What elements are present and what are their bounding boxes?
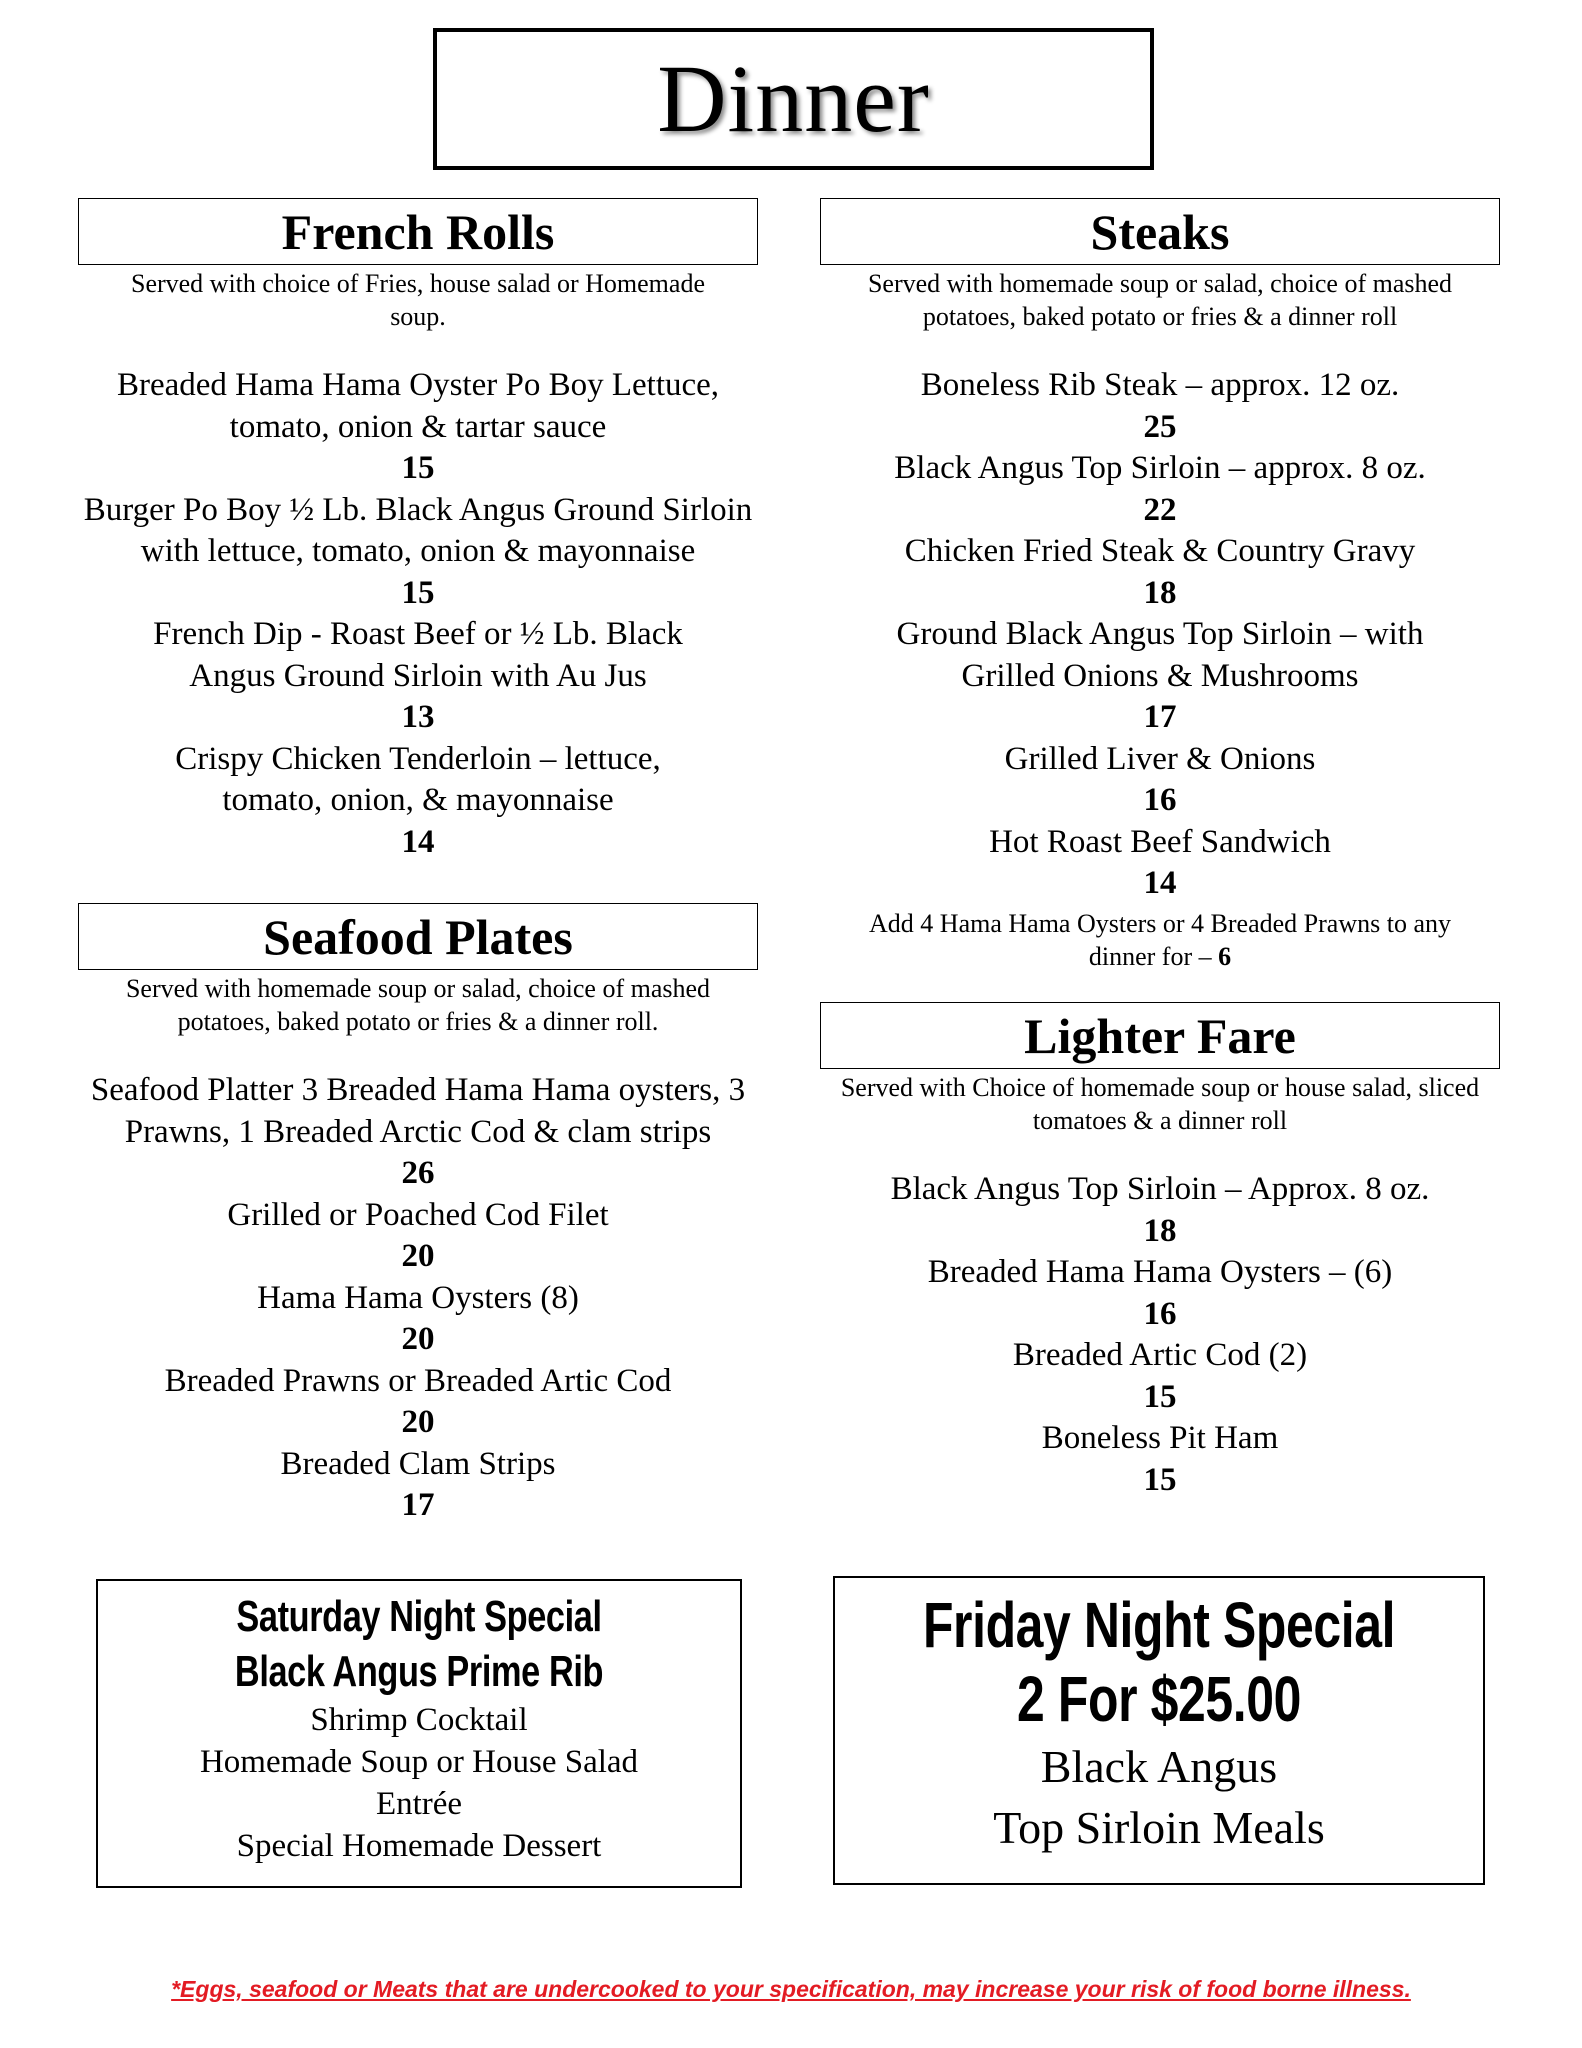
- section-lighter-fare: [820, 1002, 1500, 1501]
- saturday-special-line: Special Homemade Dessert: [236, 1828, 602, 1864]
- section-title-steaks: Steaks: [820, 198, 1500, 265]
- saturday-special-line: Shrimp Cocktail: [310, 1702, 528, 1738]
- menu-item-name: Breaded Hama Hama Oysters – (6): [927, 1254, 1393, 1290]
- menu-item-name: Seafood Platter 3 Breaded Hama Hama oysters, 3 Prawns, 1 Breaded Arctic Cod & clam strips: [90, 1072, 746, 1150]
- friday-special-box: [833, 1576, 1485, 1885]
- menu-item-name: Ground Black Angus Top Sirloin – with Grilled Onions & Mushrooms: [896, 616, 1424, 694]
- menu-item-price: 25: [1143, 408, 1177, 445]
- menu-item-price: 15: [401, 574, 435, 611]
- menu-item-price: 15: [1143, 1461, 1177, 1498]
- menu-item-price: 20: [401, 1238, 435, 1274]
- food-safety-disclaimer: *Eggs, seafood or Meats that are undercooked to your specification, may increase your risk of food borne illness.: [171, 1976, 1411, 2002]
- friday-special-line: Top Sirloin Meals: [993, 1802, 1325, 1853]
- menu-item-name: Breaded Clam Strips: [280, 1445, 556, 1482]
- menu-item-name: Grilled Liver & Onions: [1004, 740, 1316, 777]
- menu-title-box: [433, 28, 1154, 170]
- menu-item-price: 17: [1143, 699, 1177, 735]
- menu-item-price: 20: [401, 1321, 435, 1357]
- menu-item-price: 13: [401, 699, 435, 735]
- menu-item-name: Black Angus Top Sirloin – approx. 8 oz.: [894, 450, 1426, 486]
- menu-item-price: 15: [1143, 1378, 1177, 1415]
- section-description-steaks: Served with homemade soup or salad, choice of mashed potatoes, baked potato or fries & a dinner roll: [867, 269, 1453, 331]
- menu-item-name: Breaded Hama Hama Oyster Po Boy Lettuce, tomato, onion & tartar sauce: [116, 367, 720, 445]
- section-seafood-plates: [78, 903, 758, 1527]
- menu-item-price: 22: [1143, 491, 1177, 528]
- section-title-seafood-plates: Seafood Plates: [78, 903, 758, 970]
- menu-item-name: Hot Roast Beef Sandwich: [989, 823, 1331, 860]
- section-french-rolls: [78, 198, 758, 863]
- menu-item-price: 17: [401, 1487, 435, 1523]
- menu-item-name: Black Angus Top Sirloin – Approx. 8 oz.: [890, 1171, 1430, 1207]
- section-description-lighter-fare: Served with Choice of homemade soup or house salad, sliced tomatoes & a dinner roll: [840, 1073, 1480, 1135]
- section-description-seafood-plates: Served with homemade soup or salad, choice of mashed potatoes, baked potato or fries & a dinner roll.: [125, 974, 711, 1036]
- menu-item-name: Grilled or Poached Cod Filet: [227, 1196, 609, 1233]
- menu-item-price: 20: [401, 1404, 435, 1440]
- menu-item-price: 16: [1143, 782, 1177, 818]
- section-steaks: [820, 198, 1500, 973]
- menu-item-name: Crispy Chicken Tenderloin – lettuce, tomato, onion, & mayonnaise: [175, 740, 661, 818]
- menu-item-name: Breaded Artic Cod (2): [1012, 1337, 1308, 1373]
- menu-item-price: 26: [401, 1155, 435, 1191]
- friday-special-title: Friday Night Special: [922, 1589, 1396, 1661]
- section-title-french-rolls: French Rolls: [78, 198, 758, 265]
- menu-item-price: 16: [1143, 1295, 1177, 1332]
- steaks-addon-note: [820, 907, 1500, 973]
- menu-item-price: 14: [401, 823, 435, 860]
- menu-item-price: 18: [1143, 1212, 1177, 1249]
- section-description-french-rolls: Served with choice of Fries, house salad or Homemade soup.: [130, 269, 705, 331]
- menu-item-name: French Dip - Roast Beef or ½ Lb. Black Angus Ground Sirloin with Au Jus: [153, 616, 683, 694]
- saturday-special-subtitle: Black Angus Prime Rib: [234, 1647, 604, 1696]
- saturday-special-line: Entrée: [375, 1786, 463, 1822]
- section-title-lighter-fare: Lighter Fare: [820, 1002, 1500, 1069]
- menu-item-name: Burger Po Boy ½ Lb. Black Angus Ground Sirloin with lettuce, tomato, onion & mayonnaise: [83, 491, 753, 569]
- menu-title: Dinner: [657, 45, 930, 152]
- menu-item-name: Boneless Rib Steak – approx. 12 oz.: [920, 367, 1400, 403]
- menu-item-price: 15: [401, 450, 435, 486]
- menu-item-name: Chicken Fried Steak & Country Gravy: [904, 533, 1416, 569]
- menu-item-price: 18: [1143, 574, 1177, 611]
- saturday-special-box: [96, 1579, 742, 1888]
- saturday-special-title: Saturday Night Special: [236, 1592, 602, 1641]
- friday-special-line: Black Angus: [1040, 1741, 1278, 1792]
- friday-special-subtitle: 2 For $25.00: [1017, 1663, 1301, 1735]
- saturday-special-line: Homemade Soup or House Salad: [199, 1744, 639, 1780]
- addon-text: Add 4 Hama Hama Oysters or 4 Breaded Prawns to any dinner for –: [869, 908, 1451, 971]
- menu-item-name: Hama Hama Oysters (8): [257, 1279, 579, 1316]
- menu-item-name: Boneless Pit Ham: [1041, 1420, 1279, 1456]
- menu-item-name: Breaded Prawns or Breaded Artic Cod: [164, 1362, 672, 1399]
- menu-item-price: 14: [1143, 865, 1177, 901]
- addon-price: 6: [1218, 941, 1232, 971]
